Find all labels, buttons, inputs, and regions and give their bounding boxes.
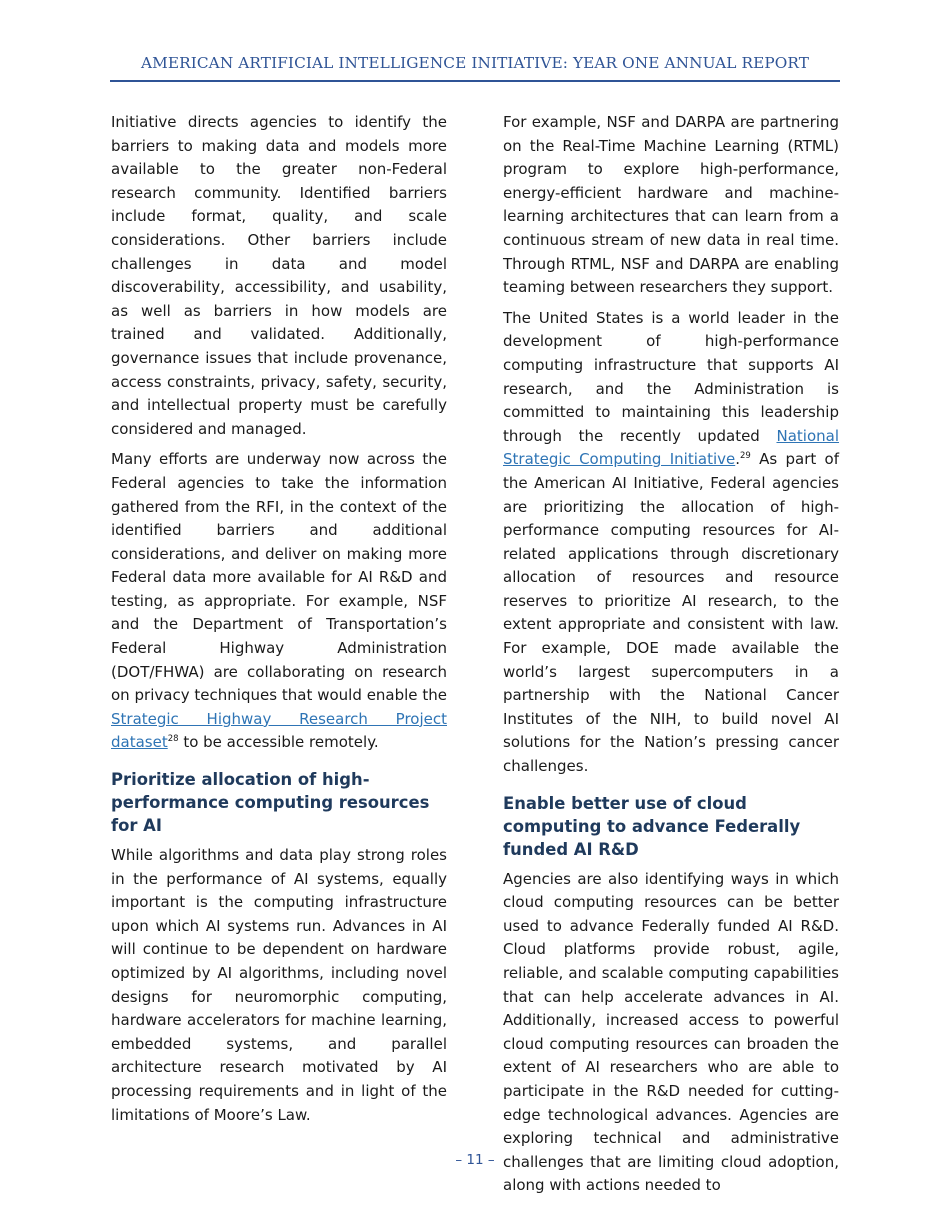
footnote-ref[interactable]: 29 (740, 451, 751, 462)
paragraph-text: As part of the American AI Initiative, Federal agencies are prioritizing the allocation of high-performance computing resources for AI-related applications through discretionary allocation of resources and resource reserves to prioritize AI research, to the extent appropriate and consistent with law. For example, DOE made available the world’s largest supercomputers in a partnership with the National Cancer Institutes of the NIH, to build novel AI solutions for the Nation’s pressing cancer challenges. (503, 450, 839, 776)
running-header: AMERICAN ARTIFICIAL INTELLIGENCE INITIATIVE: YEAR ONE ANNUAL REPORT (140, 54, 810, 72)
footnote-ref[interactable]: 28 (167, 734, 179, 745)
paragraph (111, 448, 447, 755)
paragraph-text: to be accessible remotely. (178, 733, 379, 752)
paragraph: For example, NSF and DARPA are partnering on the Real-Time Machine Learning (RTML) program to explore high-performance, energy-efficient hardware and machine-learning architectures that can learn from a continuous stream of new data in real time. Through RTML, NSF and DARPA are enabling teaming between researchers they support. (503, 113, 839, 297)
punctuation: . (735, 450, 741, 469)
paragraph: Agencies are also identifying ways in which cloud computing resources can be better used to advance Federally funded AI R&D. Cloud platforms provide robust, agile, reliable, and scalable computing capabilities that can help accelerate advances in AI. Additionally, increased access to powerful cloud computing resources can broaden the extent of AI researchers who are able to participate in the R&D needed for cutting-edge technological advances. Agencies are exploring technical and administrative challenges that are limiting cloud adoption, along with actions needed to (503, 869, 839, 1195)
strategic-highway-dataset-link[interactable]: Strategic Highway Research Project dataset (111, 709, 447, 752)
right-column (503, 111, 839, 1205)
paragraph-text: Many efforts are underway now across the Federal agencies to take the information gathered from the RFI, in the context of the identified barriers and additional considerations, and deliver on making more Federal data more available for AI R&D and testing, as appropriate. For example, NSF and the Department of Transportation’s Federal Highway Administration (DOT/FHWA) are collaborating on research on privacy techniques that would enable the (111, 450, 447, 705)
paragraph-text: The United States is a world leader in the development of high-performance computing infrastructure that supports AI research, and the Administration is committed to maintaining this leadership through the recently updated (503, 308, 839, 445)
national-strategic-computing-link[interactable]: National Strategic Computing Initiative (503, 426, 839, 469)
paragraph: Initiative directs agencies to identify the barriers to making data and models more available to the greater non-Federal research community. Identified barriers include format, quality, and scale considerations. Other barriers include challenges in data and model discoverability, accessibility, and usability, as well as barriers in how models are trained and validated. Additionally, governance issues that include provenance, access constraints, privacy, safety, security, and intellectual property must be carefully considered and managed. (111, 113, 447, 438)
section-heading: Enable better use of cloud computing to advance Federally funded AI R&D (503, 793, 801, 859)
paragraph (503, 307, 839, 779)
paragraph: While algorithms and data play strong roles in the performance of AI systems, equally important is the computing infrastructure upon which AI systems run. Advances in AI will continue to be dependent on hardware optimized by AI algorithms, including novel designs for neuromorphic computing, hardware accelerators for machine learning, embedded systems, and parallel architecture research motivated by AI processing requirements and in light of the limitations of Moore’s Law. (111, 846, 447, 1124)
page-number: – 11 – (455, 1152, 495, 1168)
header-divider (110, 80, 840, 82)
section-heading: Prioritize allocation of high-performance computing resources for AI (111, 770, 430, 836)
left-column (111, 111, 447, 1134)
